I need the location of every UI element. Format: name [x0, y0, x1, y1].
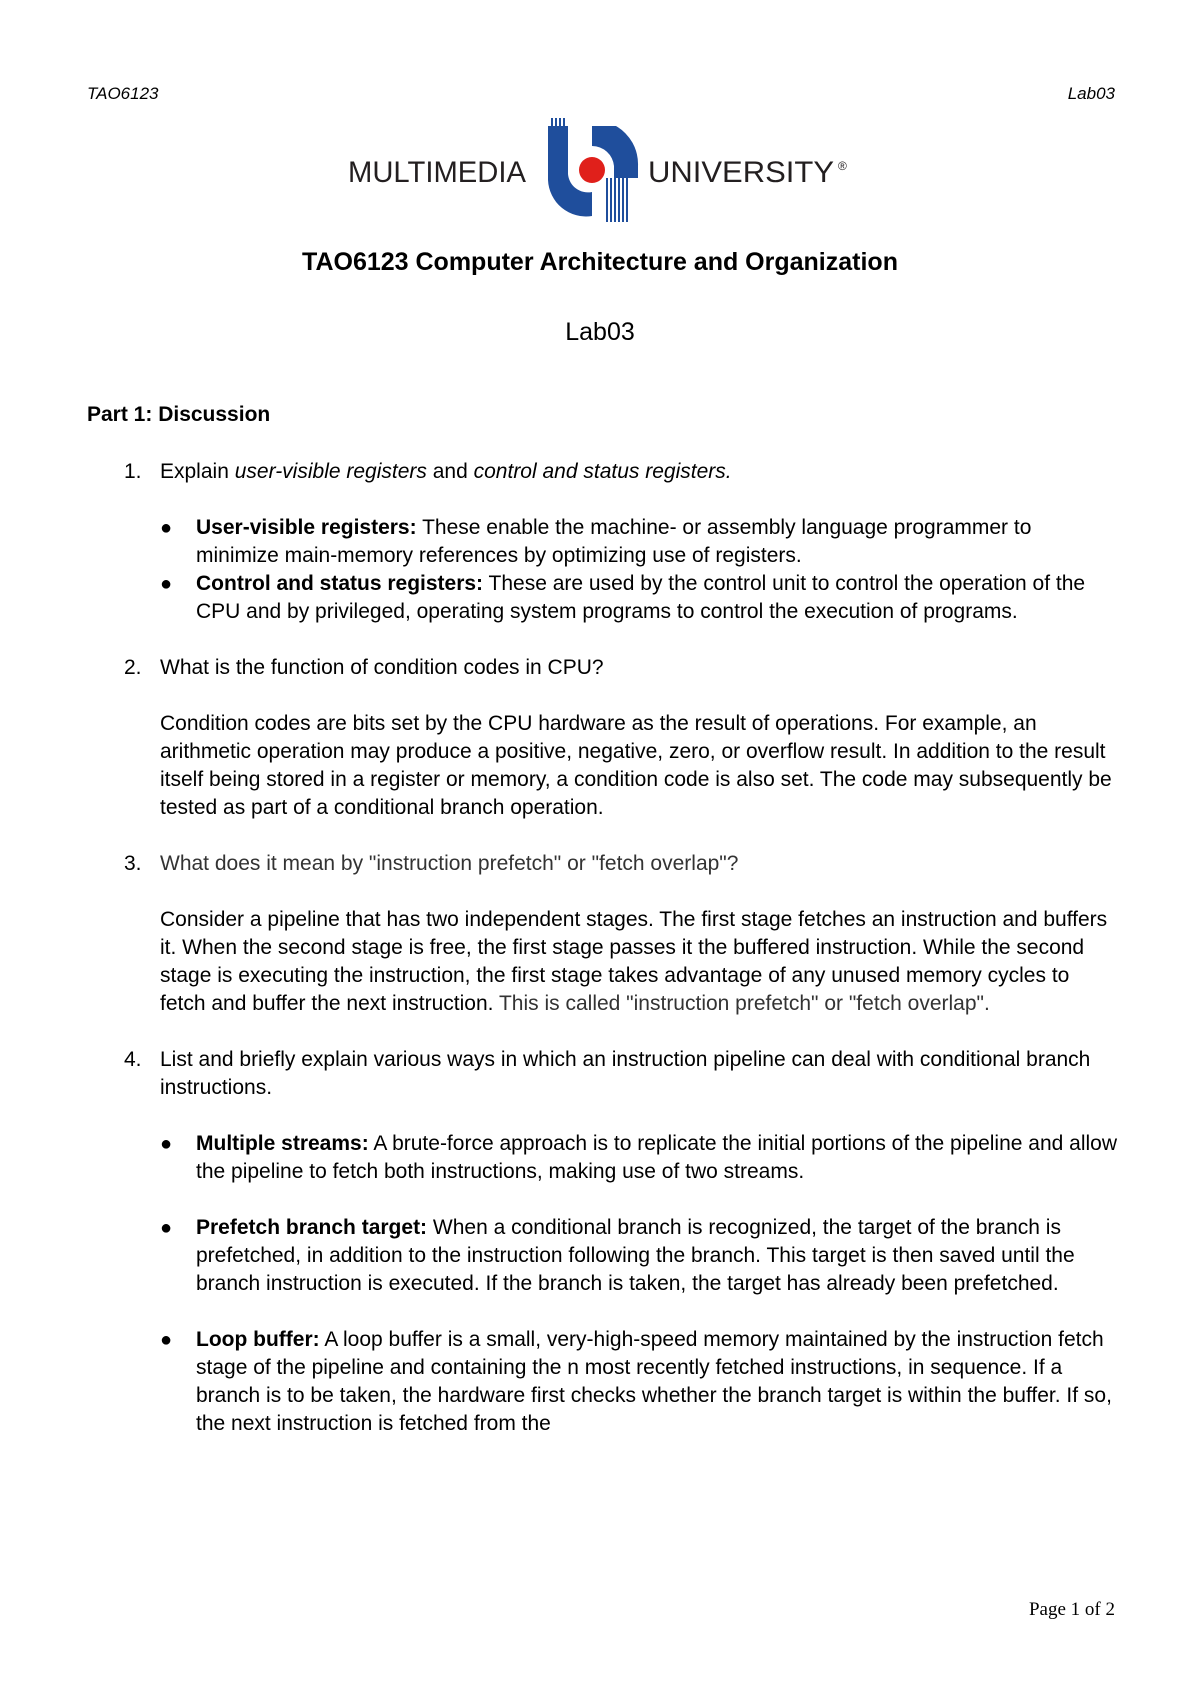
question-2 — [0, 654, 1200, 822]
question-4 — [0, 1046, 1200, 1438]
logo-text-left: MULTIMEDIA — [348, 156, 526, 189]
page-number: Page 1 of 2 — [1028, 1599, 1115, 1620]
question-number: 4. — [124, 1048, 142, 1071]
answer-text: Consider a pipeline that has two independent stages. The first stage fetches an instruction and buffers it. When the second stage is free, the first stage passes it the buffered instruction. While the second stage is executing the instruction, the first stage takes advantage of any unused memory cycles to fetch and buffer the next instruction. This is called "instruction prefetch" or "fetch overlap". — [160, 908, 1108, 1015]
document-subtitle: Lab03 — [565, 318, 635, 346]
part-heading: Part 1: Discussion — [87, 403, 271, 426]
header-course-code: TAO6123 — [87, 84, 159, 103]
question-text: Explain user-visible registers and control and status registers. — [160, 460, 732, 483]
question-text: What does it mean by "instruction prefetch" or "fetch overlap"? — [160, 852, 739, 875]
answer-list — [160, 514, 1120, 626]
document-content — [0, 458, 1200, 1438]
question-1 — [0, 458, 1200, 626]
bullet-icon: ● — [160, 1133, 173, 1155]
bullet-icon: ● — [160, 1217, 173, 1239]
logo-registered-mark: ® — [838, 159, 847, 173]
answer-list — [160, 1130, 1120, 1438]
list-item: ● User-visible registers: These enable the machine- or assembly language programmer to minimize main-memory references by optimizing use of registers. — [160, 516, 1032, 567]
logo-emblem-icon — [548, 118, 638, 222]
question-number: 1. — [124, 460, 142, 483]
question-3 — [0, 850, 1200, 1018]
list-item: ● Loop buffer: A loop buffer is a small, very-high-speed memory maintained by the instruction fetch stage of the pipeline and containing the n most recently fetched instructions, in sequence. If a branch is to be taken, the hardware first checks whether the branch target is within the buffer. If so, the next instruction is fetched from the — [160, 1328, 1112, 1435]
question-number: 3. — [124, 852, 142, 875]
question-text: List and briefly explain various ways in which an instruction pipeline can deal with conditional branch instructions. — [160, 1048, 1091, 1099]
university-logo — [348, 118, 856, 222]
logo-text-right: UNIVERSITY — [648, 156, 834, 189]
bullet-icon: ● — [160, 573, 173, 595]
bullet-icon: ● — [160, 1329, 173, 1351]
question-text: What is the function of condition codes in CPU? — [160, 656, 604, 679]
document-title: TAO6123 Computer Architecture and Organization — [302, 248, 898, 276]
question-number: 2. — [124, 656, 142, 679]
list-item: ● Multiple streams: A brute-force approach is to replicate the initial portions of the pipeline and allow the pipeline to fetch both instructions, making use of two streams. — [160, 1132, 1118, 1183]
answer-text: Condition codes are bits set by the CPU hardware as the result of operations. For example, an arithmetic operation may produce a positive, negative, zero, or overflow result. In addition to the result itself being stored in a register or memory, a condition code is also set. The code may subsequently be tested as part of a conditional branch operation. — [160, 712, 1112, 819]
header-lab-label: Lab03 — [1067, 84, 1115, 103]
list-item: ● Control and status registers: These are used by the control unit to control the operation of the CPU and by privileged, operating system programs to control the execution of programs. — [160, 572, 1086, 623]
list-item: ● Prefetch branch target: When a conditional branch is recognized, the target of the branch is prefetched, in addition to the instruction following the branch. This target is then saved until the branch instruction is executed. If the branch is taken, the target has already been prefetched. — [160, 1216, 1075, 1295]
bullet-icon: ● — [160, 517, 173, 539]
